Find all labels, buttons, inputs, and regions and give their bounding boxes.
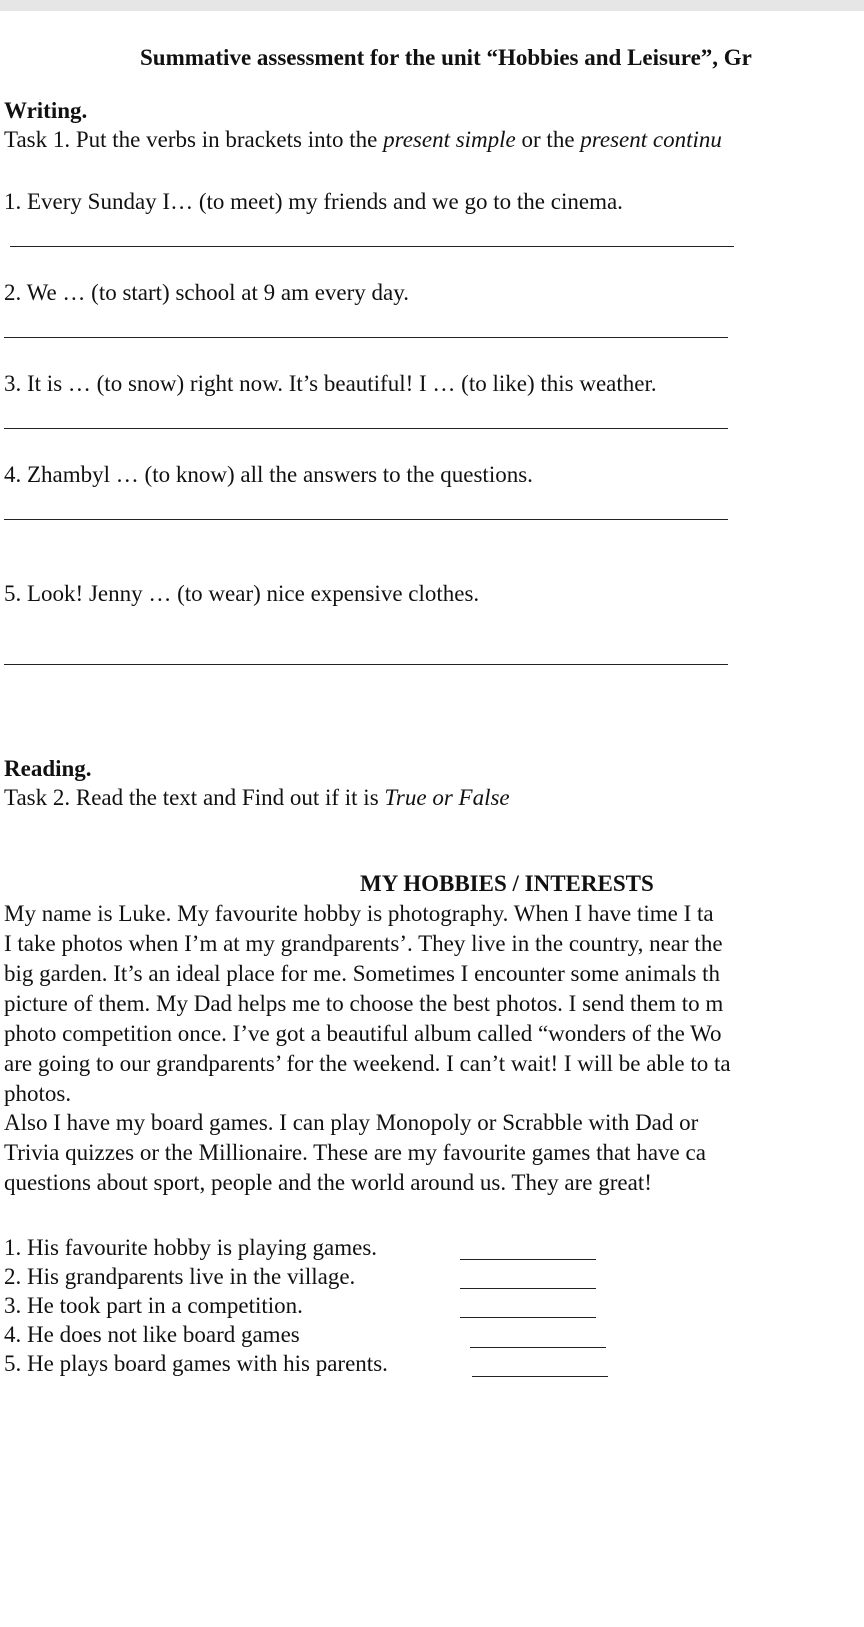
reading-text-line: My name is Luke. My favourite hobby is photography. When I have time I ta [4,901,714,926]
reading-text-line: photos. [4,1081,72,1106]
statement-3-answer-blank[interactable] [460,1317,596,1318]
document-title: Summative assessment for the unit “Hobbies and Leisure”, Gr [140,45,752,70]
answer-line-2[interactable] [4,337,728,338]
writing-item-5: 5. Look! Jenny … (to wear) nice expensive clothes. [4,581,480,606]
writing-item-3: 3. It is … (to snow) right now. It’s beautiful! I … (to like) this weather. [4,371,657,396]
writing-item-4: 4. Zhambyl … (to know) all the answers to the questions. [4,462,533,487]
statement-2-answer-blank[interactable] [460,1288,596,1289]
reading-text-line: big garden. It’s an ideal place for me. Sometimes I encounter some animals th [4,961,720,986]
answer-line-5[interactable] [4,664,728,665]
answer-line-1[interactable] [10,246,734,247]
writing-item-2: 2. We … (to start) school at 9 am every day. [4,280,410,305]
window-top-bar [0,0,864,11]
writing-heading: Writing. [4,98,88,123]
reading-text-line: I take photos when I’m at my grandparents’. They live in the country, near the [4,931,723,956]
reading-task-instruction [4,785,510,811]
reading-text-line: photo competition once. I’ve got a beautiful album called “wonders of the Wo [4,1021,722,1046]
statement-5-answer-blank[interactable] [472,1376,608,1377]
reading-text-title: MY HOBBIES / INTERESTS [360,871,654,896]
statement-5: 5. He plays board games with his parents. [4,1351,388,1376]
task1-text-mid: or the [515,127,581,152]
answer-line-3[interactable] [4,428,728,429]
statement-3: 3. He took part in a competition. [4,1293,303,1318]
statement-1-answer-blank[interactable] [460,1259,596,1260]
writing-task-instruction [4,127,722,153]
task1-em-present-continuous: present continu [580,127,722,152]
writing-item-1: 1. Every Sunday I… (to meet) my friends and we go to the cinema. [4,189,623,214]
statement-4: 4. He does not like board games [4,1322,300,1347]
task2-text-prefix: Task 2. Read the text and Find out if it is [4,785,385,810]
reading-text-line: Also I have my board games. I can play Monopoly or Scrabble with Dad or [4,1110,699,1135]
document-page [0,11,864,1627]
task2-em-true-false: True or False [384,785,510,810]
reading-text-line: are going to our grandparents’ for the weekend. I can’t wait! I will be able to ta [4,1051,731,1076]
answer-line-4[interactable] [4,519,728,520]
statement-4-answer-blank[interactable] [470,1347,606,1348]
reading-text-line: picture of them. My Dad helps me to choose the best photos. I send them to m [4,991,724,1016]
statement-2: 2. His grandparents live in the village. [4,1264,356,1289]
reading-heading: Reading. [4,756,92,781]
reading-text-line: Trivia quizzes or the Millionaire. These are my favourite games that have ca [4,1140,706,1165]
statement-1: 1. His favourite hobby is playing games. [4,1235,378,1260]
task1-text-prefix: Task 1. Put the verbs in brackets into the [4,127,384,152]
task1-em-present-simple: present simple [383,127,516,152]
reading-text-line: questions about sport, people and the world around us. They are great! [4,1170,652,1195]
